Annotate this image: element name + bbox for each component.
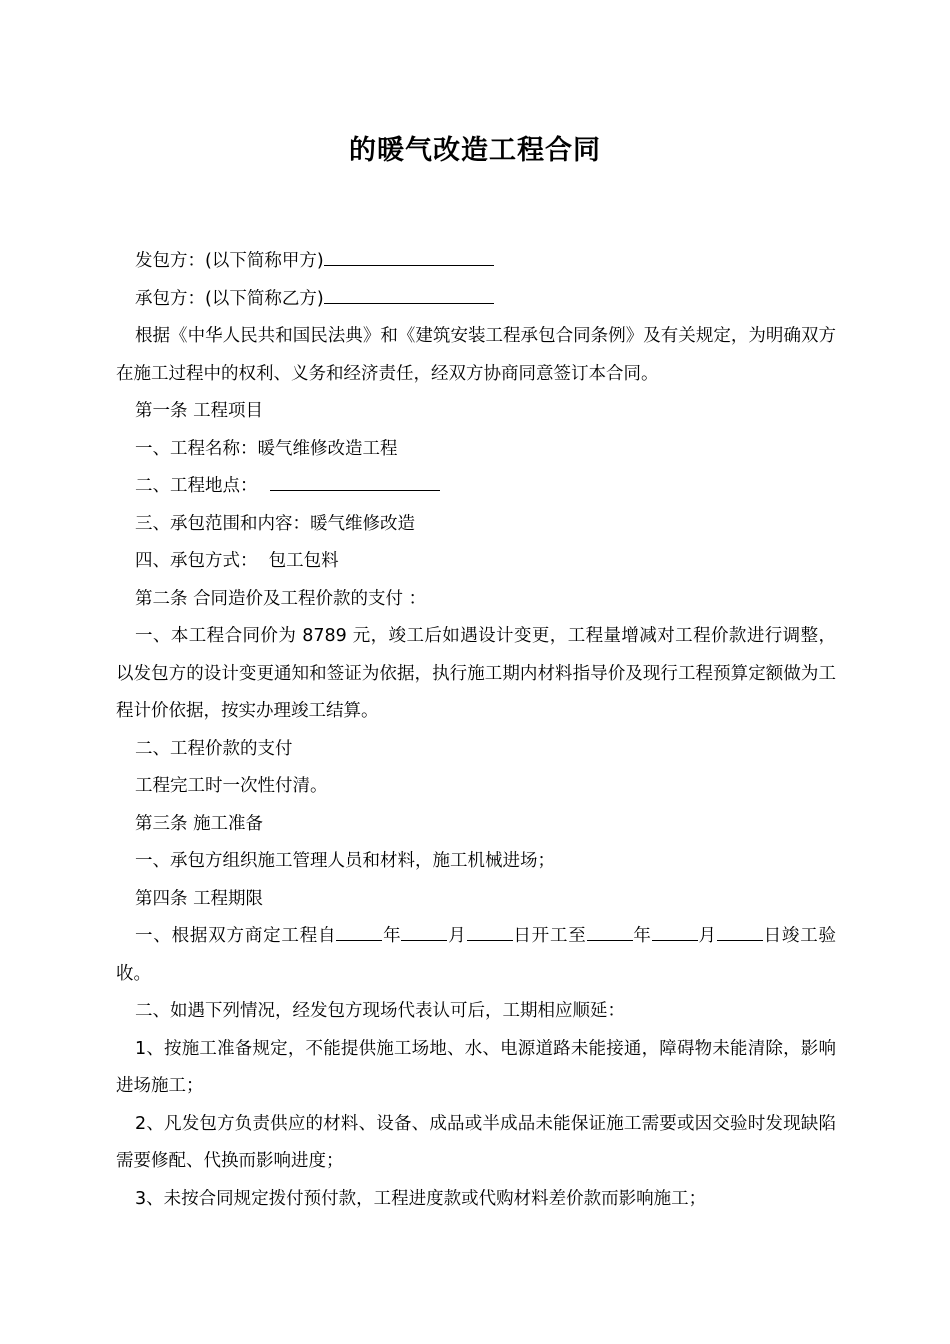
end-month-label: 月: [697, 926, 717, 946]
article-2-item-1: 一、本工程合同价为 8789 元，竣工后如遇设计变更，工程量增减对工程价款进行调整，以发包方的设计变更通知和签证为依据，执行施工期内材料指导价及现行工程预算定额做为工程计价依据，按实办理竣工结算。: [116, 626, 836, 721]
article-2-payment-text: 工程完工时一次性付清。: [135, 776, 328, 796]
start-year-label: 年: [382, 926, 402, 946]
article-2-item-2: 二、工程价款的支付: [135, 738, 293, 759]
article-1-heading: 第一条 工程项目: [135, 401, 264, 421]
party-a-blank: [324, 247, 494, 266]
article-1-item-4: 四、承包方式： 包工包料: [135, 551, 339, 571]
article-4-item-2: 二、如遇下列情况，经发包方现场代表认可后，工期相应顺延：: [135, 1001, 625, 1021]
article-1-item-3: 三、承包范围和内容：暖气维修改造: [135, 513, 415, 534]
party-a-label: 发包方：(以下简称甲方): [135, 251, 324, 271]
article-4-sub-1: 1、按施工准备规定，不能提供施工场地、水、电源道路未能接通，障碍物未能清除，影响进场施工；: [116, 1038, 836, 1096]
document-body: [116, 243, 836, 1218]
start-month-label: 月: [447, 926, 467, 946]
end-day-blank: [717, 922, 763, 941]
article-1-item-1: 一、工程名称：暖气维修改造工程: [135, 438, 398, 459]
article-3-item-1: 一、承包方组织施工管理人员和材料，施工机械进场；: [135, 851, 555, 871]
article-2-heading: 第二条 合同造价及工程价款的支付 ：: [135, 588, 427, 609]
start-month-blank: [401, 922, 447, 941]
party-b-label: 承包方：(以下简称乙方): [135, 288, 324, 309]
document-title: 的暖气改造工程合同: [349, 135, 601, 166]
article-4-item-1: [116, 918, 836, 993]
end-year-label: 年: [632, 926, 652, 946]
project-location-blank: [270, 472, 440, 491]
party-b-line: [116, 281, 836, 319]
end-month-blank: [652, 922, 698, 941]
project-location-label: 二、工程地点：: [135, 476, 258, 496]
end-day-label: 日竣工验收。: [116, 926, 837, 984]
start-day-blank: [467, 922, 513, 941]
end-year-blank: [587, 922, 633, 941]
period-start-text: 一、根据双方商定工程自: [135, 926, 337, 946]
article-4-sub-3: 3、未按合同规定拨付预付款，工程进度款或代购材料差价款而影响施工；: [135, 1188, 707, 1209]
party-a-line: [116, 243, 836, 281]
intro-paragraph: 根据《中华人民共和国民法典》和《建筑安装工程承包合同条例》及有关规定，为明确双方在施工过程中的权利、义务和经济责任，经双方协商同意签订本合同。: [116, 326, 836, 384]
article-1-item-2: [116, 468, 836, 506]
article-4-sub-2: 2、凡发包方负责供应的材料、设备、成品或半成品未能保证施工需要或因交验时发现缺陷需要修配、代换而影响进度；: [116, 1113, 836, 1171]
start-day-label: 日开工至: [512, 926, 587, 946]
start-year-blank: [336, 922, 382, 941]
article-4-heading: 第四条 工程期限: [135, 888, 264, 909]
article-3-heading: 第三条 施工准备: [135, 813, 264, 834]
party-b-blank: [324, 285, 494, 304]
